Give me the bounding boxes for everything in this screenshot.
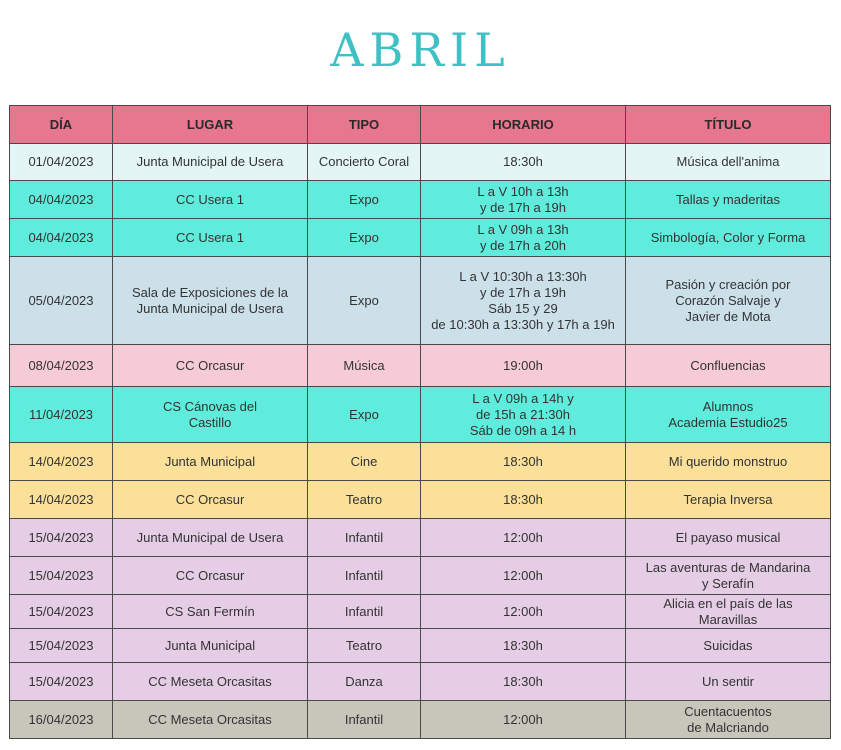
cell-horario: L a V 10:30h a 13:30h y de 17h a 19h Sáb 15 y 29 de 10:30h a 13:30h y 17h a 19h — [421, 257, 626, 345]
cell-horario: 18:30h — [421, 663, 626, 701]
cell-horario: 18:30h — [421, 481, 626, 519]
cell-tipo: Concierto Coral — [308, 144, 421, 181]
cell-titulo: Confluencias — [626, 345, 831, 387]
column-header-titulo: TÍTULO — [626, 106, 831, 144]
cell-lugar: CC Orcasur — [113, 481, 308, 519]
cell-horario: 12:00h — [421, 595, 626, 629]
cell-tipo: Danza — [308, 663, 421, 701]
cell-lugar: Junta Municipal — [113, 629, 308, 663]
cell-tipo: Teatro — [308, 629, 421, 663]
cell-dia: 16/04/2023 — [10, 701, 113, 739]
cell-horario: L a V 09h a 14h y de 15h a 21:30h Sáb de 09h a 14 h — [421, 387, 626, 443]
cell-horario: 18:30h — [421, 629, 626, 663]
cell-lugar: CC Orcasur — [113, 557, 308, 595]
cell-horario: 12:00h — [421, 557, 626, 595]
cell-horario: 18:30h — [421, 443, 626, 481]
cell-horario: L a V 09h a 13h y de 17h a 20h — [421, 219, 626, 257]
table-row — [10, 257, 831, 345]
column-header-dia: DÍA — [10, 106, 113, 144]
cell-dia: 15/04/2023 — [10, 595, 113, 629]
cell-titulo: El payaso musical — [626, 519, 831, 557]
cell-dia: 14/04/2023 — [10, 443, 113, 481]
cell-titulo: Un sentir — [626, 663, 831, 701]
cell-titulo: Alumnos Academia Estudio25 — [626, 387, 831, 443]
cell-lugar: CS Cánovas del Castillo — [113, 387, 308, 443]
cell-dia: 15/04/2023 — [10, 519, 113, 557]
cell-titulo: Cuentacuentos de Malcriando — [626, 701, 831, 739]
cell-lugar: CS San Fermín — [113, 595, 308, 629]
cell-tipo: Infantil — [308, 557, 421, 595]
table-row — [10, 219, 831, 257]
cell-tipo: Teatro — [308, 481, 421, 519]
cell-dia: 15/04/2023 — [10, 557, 113, 595]
cell-tipo: Expo — [308, 181, 421, 219]
cell-titulo: Pasión y creación por Corazón Salvaje y Javier de Mota — [626, 257, 831, 345]
cell-horario: 18:30h — [421, 144, 626, 181]
table-row — [10, 481, 831, 519]
column-header-lugar: LUGAR — [113, 106, 308, 144]
cell-titulo: Tallas y maderitas — [626, 181, 831, 219]
cell-tipo: Infantil — [308, 595, 421, 629]
cell-lugar: CC Meseta Orcasitas — [113, 701, 308, 739]
cell-lugar: Junta Municipal de Usera — [113, 144, 308, 181]
cell-titulo: Terapia Inversa — [626, 481, 831, 519]
table-body — [10, 144, 831, 739]
cell-titulo: Mi querido monstruo — [626, 443, 831, 481]
table-row — [10, 443, 831, 481]
cell-dia: 04/04/2023 — [10, 181, 113, 219]
cell-lugar: CC Orcasur — [113, 345, 308, 387]
cell-lugar: Junta Municipal de Usera — [113, 519, 308, 557]
cell-dia: 14/04/2023 — [10, 481, 113, 519]
table-row — [10, 701, 831, 739]
cell-tipo: Infantil — [308, 519, 421, 557]
cell-dia: 15/04/2023 — [10, 629, 113, 663]
cell-horario: L a V 10h a 13h y de 17h a 19h — [421, 181, 626, 219]
cell-tipo: Expo — [308, 219, 421, 257]
table-row — [10, 181, 831, 219]
cell-lugar: Junta Municipal — [113, 443, 308, 481]
cell-tipo: Infantil — [308, 701, 421, 739]
page-title: ABRIL — [330, 22, 511, 77]
table-row — [10, 387, 831, 443]
table-row — [10, 345, 831, 387]
cell-lugar: CC Meseta Orcasitas — [113, 663, 308, 701]
cell-tipo: Cine — [308, 443, 421, 481]
cell-titulo: Alicia en el país de las Maravillas — [626, 595, 831, 629]
cell-dia: 01/04/2023 — [10, 144, 113, 181]
column-header-horario: HORARIO — [421, 106, 626, 144]
column-header-tipo: TIPO — [308, 106, 421, 144]
cell-titulo: Simbología, Color y Forma — [626, 219, 831, 257]
cell-dia: 04/04/2023 — [10, 219, 113, 257]
cell-titulo: Suicidas — [626, 629, 831, 663]
cell-lugar: CC Usera 1 — [113, 219, 308, 257]
title-area — [0, 0, 841, 105]
cell-lugar: Sala de Exposiciones de la Junta Municipal de Usera — [113, 257, 308, 345]
cell-tipo: Expo — [308, 387, 421, 443]
cell-horario: 12:00h — [421, 519, 626, 557]
table-row — [10, 663, 831, 701]
cell-titulo: Música dell'anima — [626, 144, 831, 181]
table-row — [10, 557, 831, 595]
table-header-row — [10, 106, 831, 144]
cell-dia: 11/04/2023 — [10, 387, 113, 443]
cell-dia: 15/04/2023 — [10, 663, 113, 701]
table-row — [10, 595, 831, 629]
table-row — [10, 519, 831, 557]
cell-horario: 19:00h — [421, 345, 626, 387]
cell-dia: 08/04/2023 — [10, 345, 113, 387]
cell-tipo: Música — [308, 345, 421, 387]
events-table — [9, 105, 831, 739]
cell-lugar: CC Usera 1 — [113, 181, 308, 219]
table-row — [10, 144, 831, 181]
cell-tipo: Expo — [308, 257, 421, 345]
table-row — [10, 629, 831, 663]
cell-dia: 05/04/2023 — [10, 257, 113, 345]
cell-titulo: Las aventuras de Mandarina y Serafín — [626, 557, 831, 595]
cell-horario: 12:00h — [421, 701, 626, 739]
